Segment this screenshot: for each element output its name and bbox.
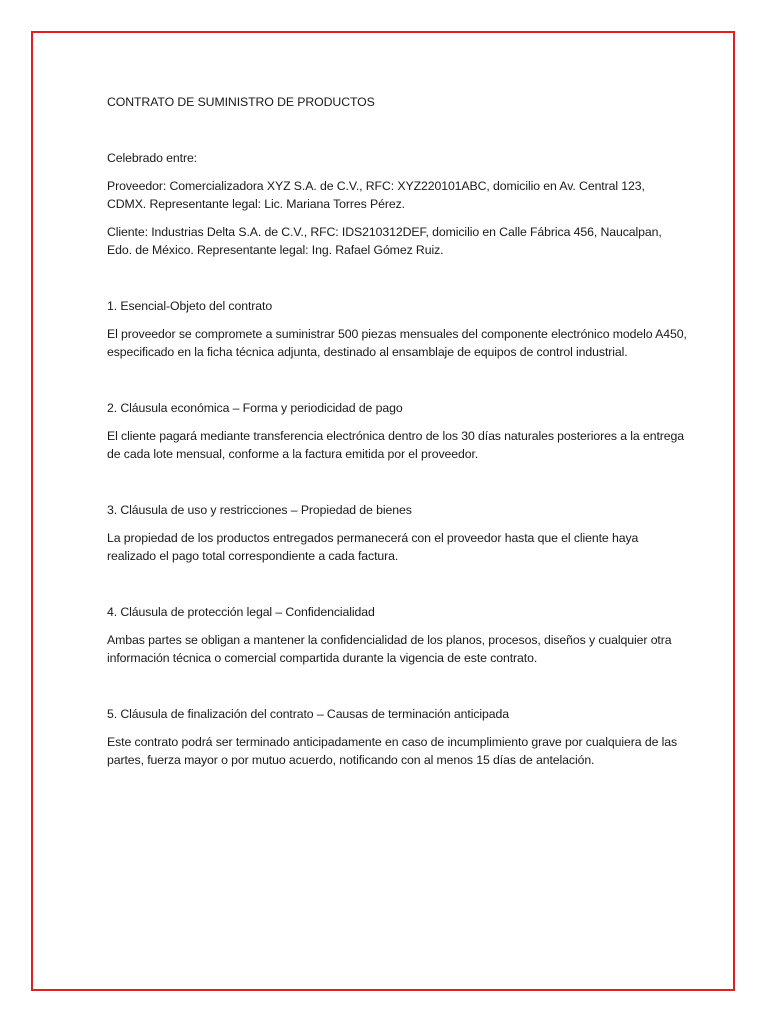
clause-5-body: Este contrato podrá ser terminado anticipadamente en caso de incumplimiento grave por cualquiera de las partes, fuerza mayor o por mutuo acuerdo, notificando con al menos 15 días de antelación. [107,735,678,767]
clause-3-heading: 3. Cláusula de uso y restricciones – Propiedad de bienes [107,503,412,517]
clause-2-body: El cliente pagará mediante transferencia electrónica dentro de los 30 días naturales posteriores a la entrega de cada lote mensual, conforme a la factura emitida por el proveedor. [107,429,684,461]
clause-1-heading: 1. Esencial-Objeto del contrato [107,299,273,313]
document-title: CONTRATO DE SUMINISTRO DE PRODUCTOS [107,95,375,109]
clause-1-body: El proveedor se compromete a suministrar 500 piezas mensuales del componente electrónico modelo A450, especificado en la ficha técnica adjunta, destinado al ensamblaje de equipos de control industrial. [107,327,687,359]
intro-text: Celebrado entre: [107,151,198,165]
clause-4-heading: 4. Cláusula de protección legal – Confidencialidad [107,605,375,619]
party-provider: Proveedor: Comercializadora XYZ S.A. de C.V., RFC: XYZ220101ABC, domicilio en Av. Central 123, CDMX. Representante legal: Lic. Mariana Torres Pérez. [107,179,645,211]
clause-2-heading: 2. Cláusula económica – Forma y periodicidad de pago [107,401,403,415]
party-client: Cliente: Industrias Delta S.A. de C.V., RFC: IDS210312DEF, domicilio en Calle Fábrica 456, Naucalpan, Edo. de México. Representante legal: Ing. Rafael Gómez Ruiz. [107,225,662,257]
clause-5-heading: 5. Cláusula de finalización del contrato – Causas de terminación anticipada [107,707,509,721]
clause-3-body: La propiedad de los productos entregados permanecerá con el proveedor hasta que el cliente haya realizado el pago total correspondiente a cada factura. [107,531,639,563]
clause-4-body: Ambas partes se obligan a mantener la confidencialidad de los planos, procesos, diseños y cualquier otra información técnica o comercial compartida durante la vigencia de este contrato. [107,633,672,665]
contract-document [107,93,687,807]
